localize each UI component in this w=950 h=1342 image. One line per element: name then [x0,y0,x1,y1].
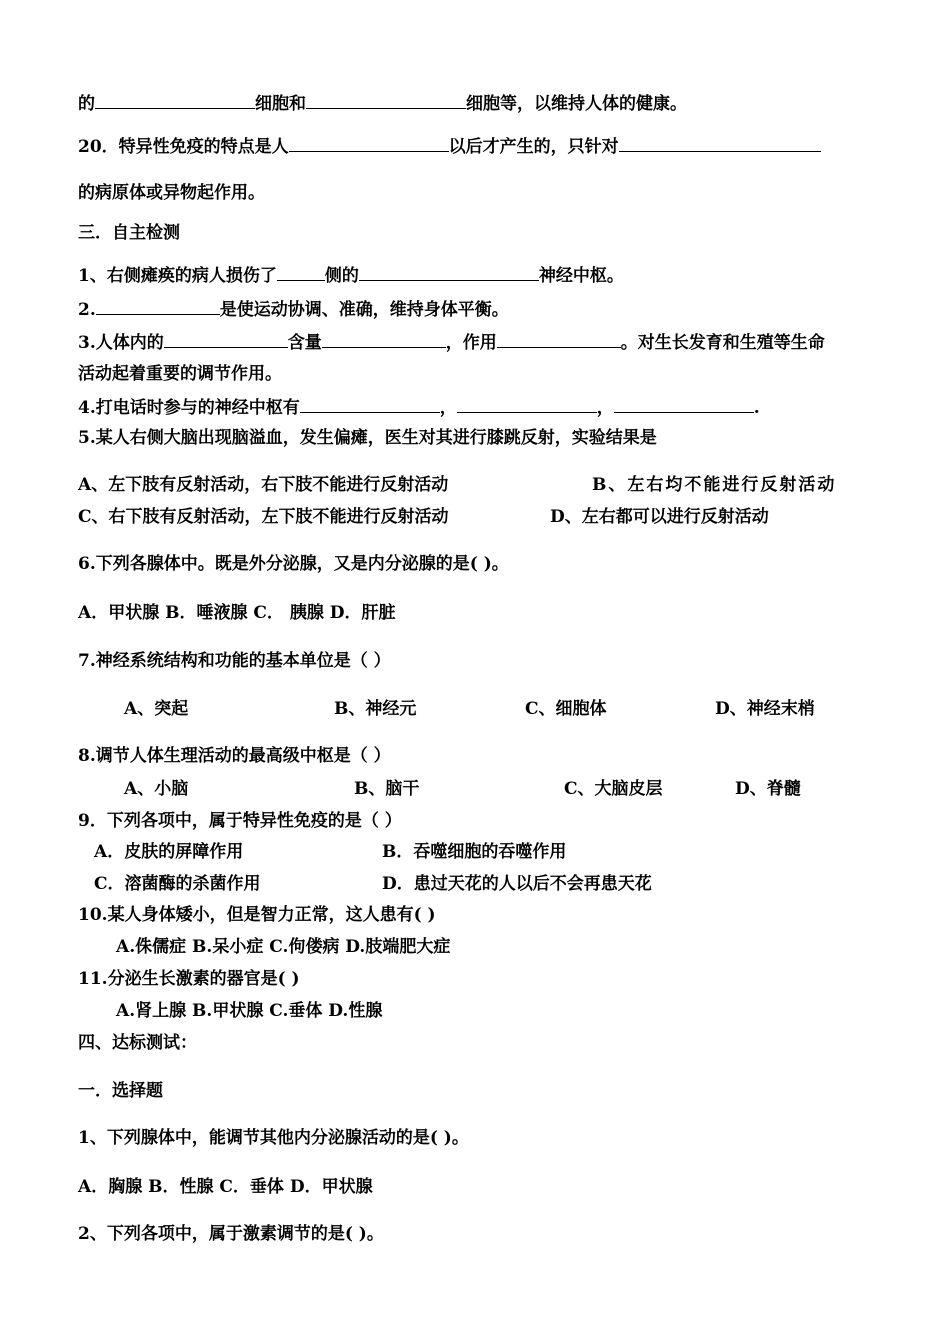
option-b: B、脑干 [354,779,420,799]
blank [497,331,621,348]
text: 是使运动协调、准确，维持身体平衡。 [219,300,509,320]
option-b: B、左右均不能进行反射活动 [592,475,837,495]
text: 20．特异性免疫的特点是人 [78,137,289,157]
text: 2. [78,300,96,320]
self-test-10: 10.某人身体矮小，但是智力正常，这人患有( ) [78,905,436,925]
text: ，作用 [445,333,497,353]
option-b: B、神经元 [334,699,417,719]
text: . [753,398,760,418]
option-d: D、脊髓 [735,779,801,799]
option-c: C、细胞体 [525,699,607,719]
subsection-heading: 一．选择题 [78,1081,163,1101]
blank [95,92,255,109]
option-d: D．患过天花的人以后不会再患天花 [382,874,652,894]
text: 。对生长发育和生殖等生命 [620,333,825,353]
text: 含量 [287,333,322,353]
blank [96,298,220,315]
option-a: A．皮肤的屏障作用 [94,842,244,862]
option-a: A、突起 [124,699,189,719]
test-question-2: 2、下列各项中，属于激素调节的是( )。 [78,1224,384,1244]
line-fill-cells [78,92,687,115]
text: 以后才产生的，只针对 [448,137,619,157]
text: 的 [78,94,95,114]
blank [614,396,754,413]
text: 神经中枢。 [538,266,624,286]
blank [277,264,325,281]
option-c: C、右下肢有反射活动，左下肢不能进行反射活动 [78,507,449,527]
blank [619,135,821,152]
question-20-cont: 的病原体或异物起作用。 [78,183,265,203]
self-test-1 [78,264,624,287]
text: 1、右侧瘫痪的病人损伤了 [78,266,277,286]
question-20 [78,135,821,158]
self-test-4 [78,396,760,419]
self-test-3 [78,331,825,354]
self-test-5: 5.某人右侧大脑出现脑溢血，发生偏瘫，医生对其进行膝跳反射，实验结果是 [78,428,657,448]
option-a: A、小脑 [124,779,189,799]
self-test-11-options: A.肾上腺 B.甲状腺 C.垂体 D.性腺 [116,1001,383,1021]
text: 3.人体内的 [78,333,164,353]
blank [164,331,288,348]
text: 4.打电话时参与的神经中枢有 [78,398,300,418]
test-question-1: 1、下列腺体中，能调节其他内分泌腺活动的是( )。 [78,1128,469,1148]
self-test-7: 7.神经系统结构和功能的基本单位是（ ） [78,651,391,671]
self-test-8: 8.调节人体生理活动的最高级中枢是（ ） [78,746,391,766]
blank [359,264,539,281]
option-c: C、大脑皮层 [564,779,663,799]
blank [300,396,440,413]
self-test-2 [78,298,509,321]
section-3-heading: 三．自主检测 [78,223,180,243]
option-d: D、神经末梢 [715,699,815,719]
text: ， [439,398,457,418]
option-b: B．吞噬细胞的吞噬作用 [382,842,567,862]
option-d: D、左右都可以进行反射活动 [550,507,769,527]
self-test-11: 11.分泌生长激素的器官是( ) [78,969,300,989]
self-test-6: 6.下列各腺体中。既是外分泌腺，又是内分泌腺的是( )。 [78,554,509,574]
blank [306,92,466,109]
option-a: A、左下肢有反射活动，右下肢不能进行反射活动 [78,475,449,495]
self-test-9: 9．下列各项中，属于特异性免疫的是（ ） [78,811,402,831]
text: 侧的 [324,266,359,286]
option-c: C．溶菌酶的杀菌作用 [94,874,261,894]
self-test-10-options: A.侏儒症 B.呆小症 C.佝偻病 D.肢端肥大症 [116,937,451,957]
text: 细胞和 [255,94,306,114]
blank [322,331,446,348]
blank [457,396,597,413]
self-test-6-options: A．甲状腺 B．唾液腺 C． 胰腺 D．肝脏 [78,603,396,623]
section-4-heading: 四、达标测试： [78,1033,197,1053]
text: ， [596,398,614,418]
test-question-1-options: A．胸腺 B．性腺 C．垂体 D．甲状腺 [78,1177,373,1197]
text: 细胞等，以维持人体的健康。 [466,94,687,114]
self-test-3-cont: 活动起着重要的调节作用。 [78,364,282,384]
blank [289,135,449,152]
